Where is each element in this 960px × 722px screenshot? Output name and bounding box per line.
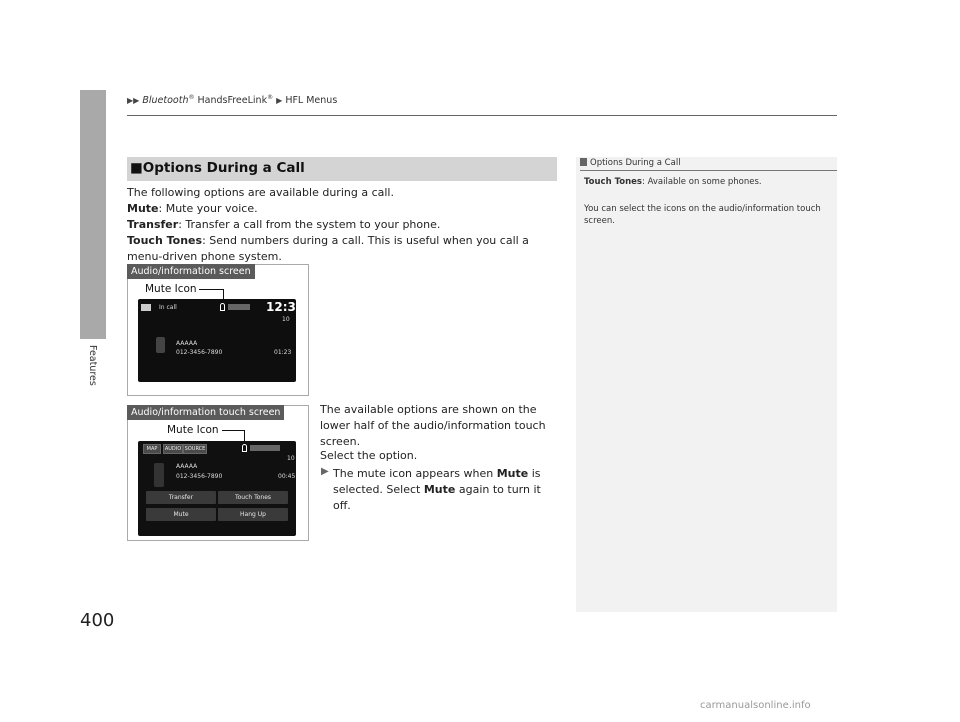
transfer-term: Transfer [127, 218, 179, 231]
hang-up-button[interactable]: Hang Up [218, 508, 288, 521]
signal-number: 10 [282, 316, 290, 323]
contact-name: AAAAA [176, 463, 198, 470]
tab-source[interactable]: SOURCE [184, 446, 206, 452]
audio-screen-tag: Audio/information screen [127, 264, 255, 279]
result-part: is selected. Select [333, 467, 541, 496]
signal-battery-icon [250, 445, 280, 451]
result-part: The mute icon appears when [333, 467, 497, 480]
transfer-definition [127, 217, 557, 233]
intro-text [127, 185, 557, 265]
signal-battery-icon [228, 304, 250, 310]
breadcrumb-hfl: HandsFreeLink [197, 95, 268, 107]
audio-screen-display [138, 299, 305, 382]
chapter-label [86, 345, 100, 385]
call-duration: 00:45 [278, 473, 296, 480]
page-number: 400 [80, 610, 115, 631]
breadcrumb-arrow-icon: ▶ [276, 96, 283, 106]
options-text: The available options are shown on the lower half of the audio/information touch screen. [320, 403, 546, 448]
touch-screen-tag: Audio/information touch screen [127, 405, 284, 420]
note-touch-tones [584, 176, 834, 188]
breadcrumb-arrow-icon: ▶▶ [127, 96, 140, 106]
breadcrumb-hfl-menus: HFL Menus [285, 95, 338, 107]
chapter-tab [80, 90, 106, 339]
mute-term: Mute [423, 483, 456, 496]
phone-icon [156, 337, 165, 353]
phone-icon [154, 463, 164, 487]
watermark: carmanualsonline.info [700, 700, 811, 711]
note-marker-icon [580, 158, 587, 166]
phone-tab-icon [141, 304, 151, 311]
touch-tones-definition [127, 233, 557, 265]
intro-line: The following options are available during a call. [127, 186, 394, 199]
touch-screen-display [138, 441, 296, 536]
header-rule [127, 115, 837, 116]
tab-map[interactable]: MAP [143, 444, 161, 454]
registered-mark: ® [188, 94, 195, 101]
transfer-desc: : Transfer a call from the system to your phone. [178, 218, 441, 231]
chapter-label-text: Features [87, 345, 98, 386]
section-marker-icon: ■ [130, 160, 143, 176]
mute-icon [220, 303, 225, 311]
breadcrumb-bluetooth: Bluetooth [142, 95, 189, 107]
mute-button[interactable]: Mute [146, 508, 216, 521]
clock: 12:34 [266, 300, 305, 314]
result-part: again to turn it off. [333, 483, 541, 512]
mute-icon-callout: Mute Icon [167, 424, 219, 436]
note-title: Options During a Call [590, 158, 681, 168]
registered-mark: ® [267, 94, 274, 101]
touch-tones-term: Touch Tones [127, 234, 203, 247]
breadcrumb [127, 94, 337, 106]
call-status: In call [159, 304, 177, 311]
step-text: Select the option. [320, 449, 418, 462]
contact-number: 012-3456-7890 [176, 473, 223, 480]
contact-name: AAAAA [176, 340, 198, 347]
mute-term: Mute [127, 202, 159, 215]
note-touch-text: : Available on some phones. [642, 177, 762, 187]
touch-tones-term: Touch Tones [584, 177, 642, 187]
transfer-button[interactable]: Transfer [146, 491, 216, 504]
touch-tones-desc: : Send numbers during a call. This is useful when you call a menu-driven phone system. [127, 234, 529, 263]
note-rule [580, 170, 837, 171]
touch-tones-button[interactable]: Touch Tones [218, 491, 288, 504]
section-title-text: Options During a Call [142, 160, 305, 176]
contact-number: 012-3456-7890 [176, 349, 223, 356]
result-arrow-icon: ▶ [321, 466, 329, 477]
mute-desc: : Mute your voice. [158, 202, 258, 215]
mute-icon-callout: Mute Icon [145, 283, 197, 295]
call-duration: 01:23 [274, 349, 292, 356]
tab-audio[interactable]: AUDIO [164, 446, 182, 452]
note-icons-text: You can select the icons on the audio/information touch screen. [584, 204, 821, 226]
result-text [333, 466, 561, 514]
section-title [130, 160, 305, 176]
mute-definition [127, 201, 557, 217]
signal-number: 10 [287, 455, 295, 462]
mute-icon [242, 444, 247, 452]
mute-term: Mute [496, 467, 529, 480]
